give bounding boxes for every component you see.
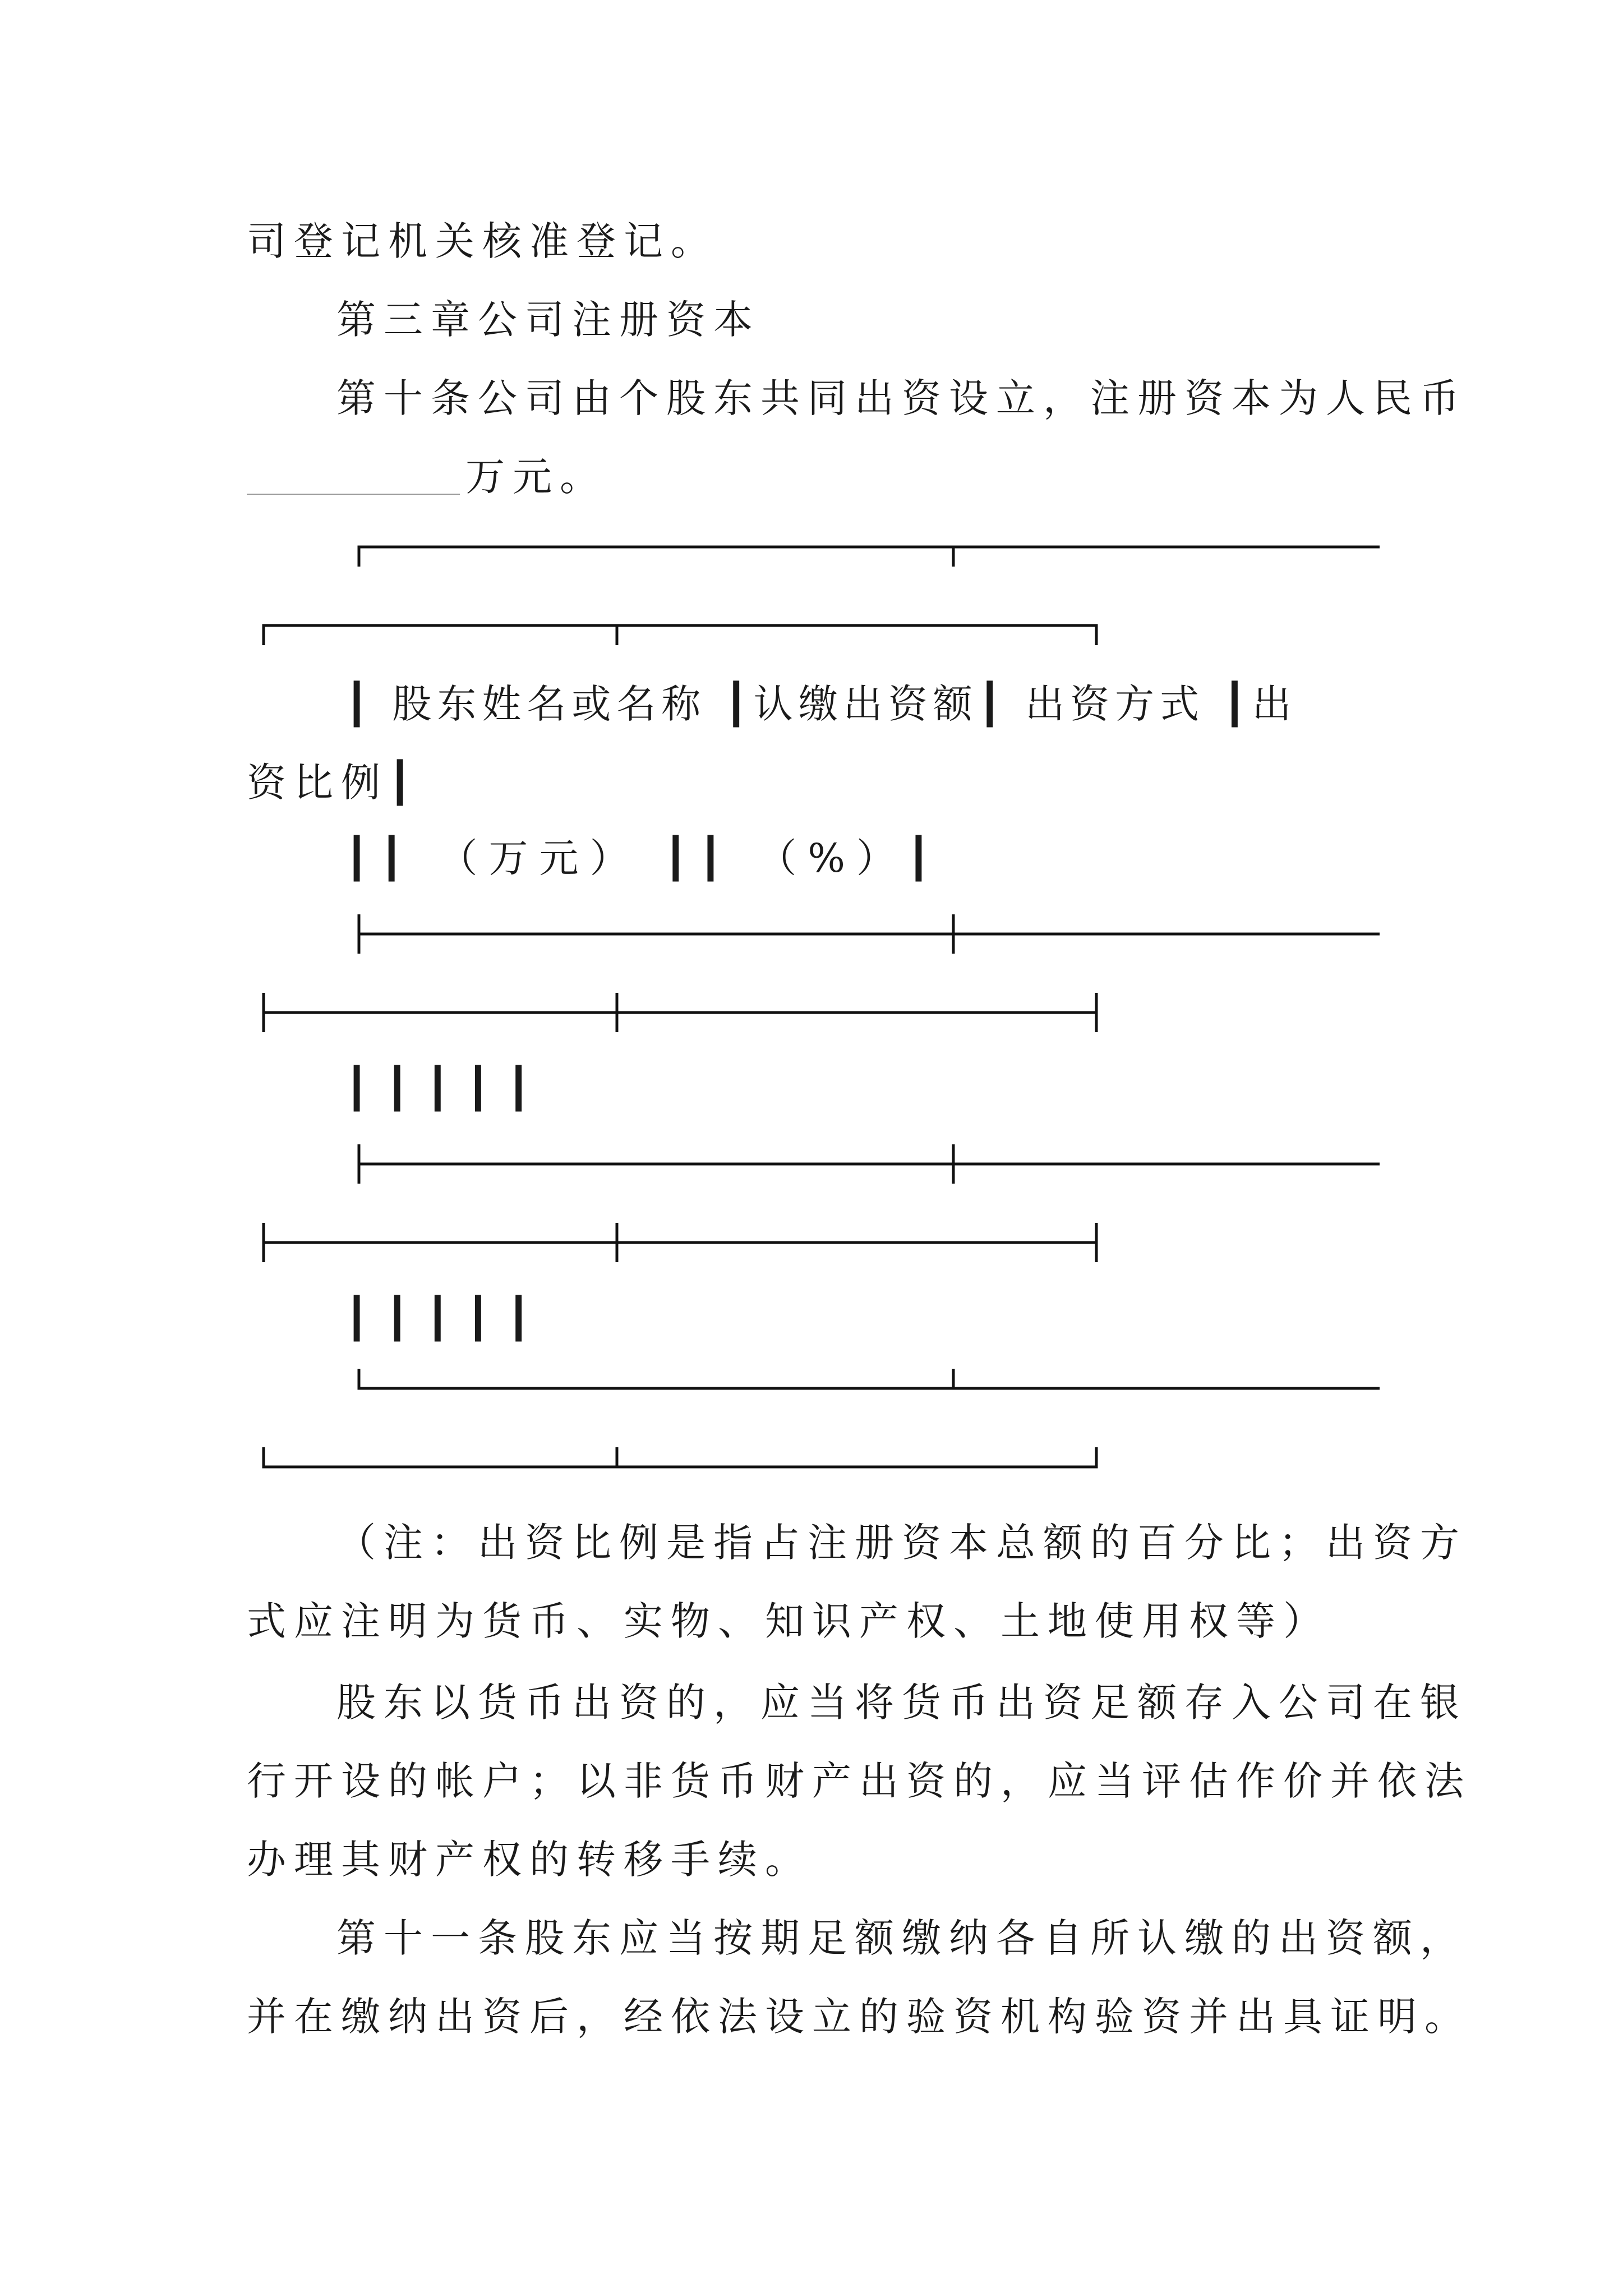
- table-bottom-border: [264, 1369, 1380, 1467]
- article-11-line-1: 第十一条股东应当按期足额缴纳各自所认缴的出资额，: [336, 1915, 1467, 1961]
- note-line-1: （注：出资比例是指占注册资本总额的百分比；出资方: [336, 1520, 1467, 1566]
- article-11-line-2: 并在缴纳出资后，经依法设立的验资机构验资并出具证明。: [247, 1994, 1472, 2040]
- table-header-line-1: ┃ 股东姓名或名称 ┃认缴出资额┃ 出资方式 ┃出: [345, 681, 1297, 727]
- chapter-heading: 第三章公司注册资本: [336, 297, 760, 343]
- note-line-2: 式应注明为货币、实物、知识产权、土地使用权等）: [247, 1598, 1330, 1644]
- table-mid-border-1: [264, 914, 1380, 1032]
- paragraph-line: 股东以货币出资的，应当将货币出资足额存入公司在银: [336, 1680, 1467, 1726]
- table-units-row: ┃┃ （万元） ┃┃ （%）┃: [345, 835, 942, 881]
- article-10-line-2: 万元。: [465, 454, 607, 500]
- article-10-line-1: 第十条公司由个股东共同出资设立，注册资本为人民币: [336, 375, 1467, 421]
- table-top-border: [264, 547, 1380, 645]
- paragraph-line: 行开设的帐户；以非货币财产出资的，应当评估作价并依法: [247, 1758, 1472, 1804]
- paragraph-line: 司登记机关核准登记。: [247, 218, 718, 264]
- table-data-row: ┃┃┃┃┃: [345, 1065, 547, 1111]
- paragraph-line: 办理其财产权的转移手续。: [247, 1837, 812, 1883]
- table-mid-border-2: [264, 1144, 1380, 1262]
- table-header-line-2: 资比例┃: [247, 760, 420, 806]
- table-data-row: ┃┃┃┃┃: [345, 1295, 547, 1341]
